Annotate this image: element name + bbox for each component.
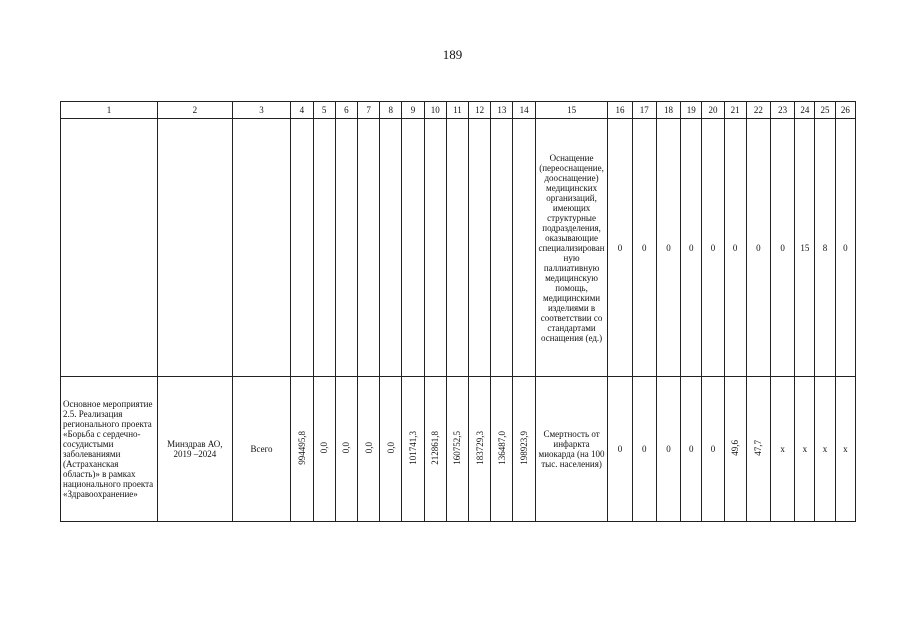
executor-text: Минздрав АО, 2019 –2024 xyxy=(167,439,223,459)
finance-cell xyxy=(469,377,491,522)
col-number: 4 xyxy=(291,102,313,119)
activity-text: Основное мероприятие 2.5. Реализация регионального проекта «Борьба с сердечно-сосудистыми заболеваниями (Астраханская область)» в рамках национального проекта «Здравоохранение» xyxy=(63,399,154,499)
value-cell: 8 xyxy=(815,119,835,377)
col-number: 13 xyxy=(491,102,513,119)
empty-cell xyxy=(335,119,357,377)
value-cell xyxy=(746,377,770,522)
finance-value: 160752,5 xyxy=(452,431,463,465)
col-number: 15 xyxy=(535,102,608,119)
empty-cell xyxy=(157,119,232,377)
value-cell: 0 xyxy=(771,119,795,377)
col-number: 2 xyxy=(157,102,232,119)
col-number: 17 xyxy=(632,102,656,119)
empty-cell xyxy=(380,119,402,377)
finance-cell xyxy=(357,377,379,522)
col-number: 1 xyxy=(61,102,158,119)
finance-cell xyxy=(335,377,357,522)
finance-cell xyxy=(402,377,424,522)
finance-value: 0,0 xyxy=(363,442,374,454)
value-cell xyxy=(724,377,746,522)
col-number: 24 xyxy=(795,102,815,119)
value-cell: 0 xyxy=(632,119,656,377)
indicator-cell xyxy=(535,377,608,522)
column-number-row xyxy=(61,102,856,119)
col-number: 9 xyxy=(402,102,424,119)
col-number: 7 xyxy=(357,102,379,119)
col-number: 16 xyxy=(608,102,632,119)
executor-cell xyxy=(157,377,232,522)
empty-cell xyxy=(469,119,491,377)
indicator-cell xyxy=(535,119,608,377)
finance-value: 101741,3 xyxy=(408,431,418,465)
col-number: 23 xyxy=(771,102,795,119)
value-cell: 15 xyxy=(795,119,815,377)
indicator-text: Смертность от инфаркта миокарда (на 100 тыс. населения) xyxy=(538,429,605,469)
value-cell: x xyxy=(795,377,815,522)
col-number: 18 xyxy=(656,102,680,119)
col-number: 25 xyxy=(815,102,835,119)
page-number: 189 xyxy=(442,47,463,62)
col-number: 3 xyxy=(232,102,291,119)
value-cell: x xyxy=(815,377,835,522)
value-cell: 0 xyxy=(702,377,724,522)
col-number: 19 xyxy=(681,102,702,119)
empty-cell xyxy=(61,119,158,377)
col-number: 11 xyxy=(446,102,468,119)
activity-cell xyxy=(61,377,158,522)
empty-cell xyxy=(446,119,468,377)
value-cell: 0 xyxy=(656,377,680,522)
finance-cell xyxy=(446,377,468,522)
finance-value: 0,0 xyxy=(341,442,352,454)
value-cell: 0 xyxy=(681,119,702,377)
value-cell: 0 xyxy=(632,377,656,522)
finance-value: 0,0 xyxy=(385,442,396,454)
empty-cell xyxy=(424,119,446,377)
empty-cell xyxy=(513,119,535,377)
finance-cell xyxy=(513,377,535,522)
finance-value: 994495,8 xyxy=(296,431,307,465)
empty-cell xyxy=(232,119,291,377)
value-cell: 0 xyxy=(702,119,724,377)
value-cell: x xyxy=(835,377,855,522)
value-cell: 0 xyxy=(746,119,770,377)
empty-cell xyxy=(313,119,335,377)
indicator-text: Оснащение (переоснащение, дооснащение) медицинских организаций, имеющих структурные подразделения, оказывающие специализированную паллиативную медицинскую помощь, медицинскими изделиями в соответствии со стандартами оснащения (ед.) xyxy=(538,152,605,343)
value-cell: 0 xyxy=(608,377,632,522)
finance-value: 212861,8 xyxy=(430,431,441,465)
col-number: 22 xyxy=(746,102,770,119)
finance-cell xyxy=(491,377,513,522)
finance-cell xyxy=(424,377,446,522)
finance-cell xyxy=(313,377,335,522)
col-number: 20 xyxy=(702,102,724,119)
finance-cell xyxy=(380,377,402,522)
source-cell: Всего xyxy=(232,377,291,522)
empty-cell xyxy=(291,119,313,377)
value-cell: 0 xyxy=(656,119,680,377)
value-cell: 0 xyxy=(681,377,702,522)
empty-cell xyxy=(357,119,379,377)
value-cell: 0 xyxy=(608,119,632,377)
empty-cell xyxy=(402,119,424,377)
col-number: 21 xyxy=(724,102,746,119)
value-cell: 0 xyxy=(835,119,855,377)
table-row xyxy=(61,119,856,377)
finance-value: 183729,3 xyxy=(474,431,485,465)
program-table xyxy=(60,101,856,522)
value-cell: 0 xyxy=(724,119,746,377)
col-number: 8 xyxy=(380,102,402,119)
empty-cell xyxy=(491,119,513,377)
col-number: 14 xyxy=(513,102,535,119)
value-vertical: 47,7 xyxy=(753,440,764,456)
col-number: 26 xyxy=(835,102,855,119)
col-number: 5 xyxy=(313,102,335,119)
col-number: 12 xyxy=(469,102,491,119)
col-number: 10 xyxy=(424,102,446,119)
value-cell: x xyxy=(771,377,795,522)
table-row xyxy=(61,377,856,522)
finance-cell xyxy=(291,377,313,522)
finance-value: 198923,9 xyxy=(519,431,530,465)
col-number: 6 xyxy=(335,102,357,119)
value-vertical: 49,6 xyxy=(730,440,741,456)
finance-value: 0,0 xyxy=(319,442,330,454)
finance-value: 136487,0 xyxy=(496,431,507,465)
